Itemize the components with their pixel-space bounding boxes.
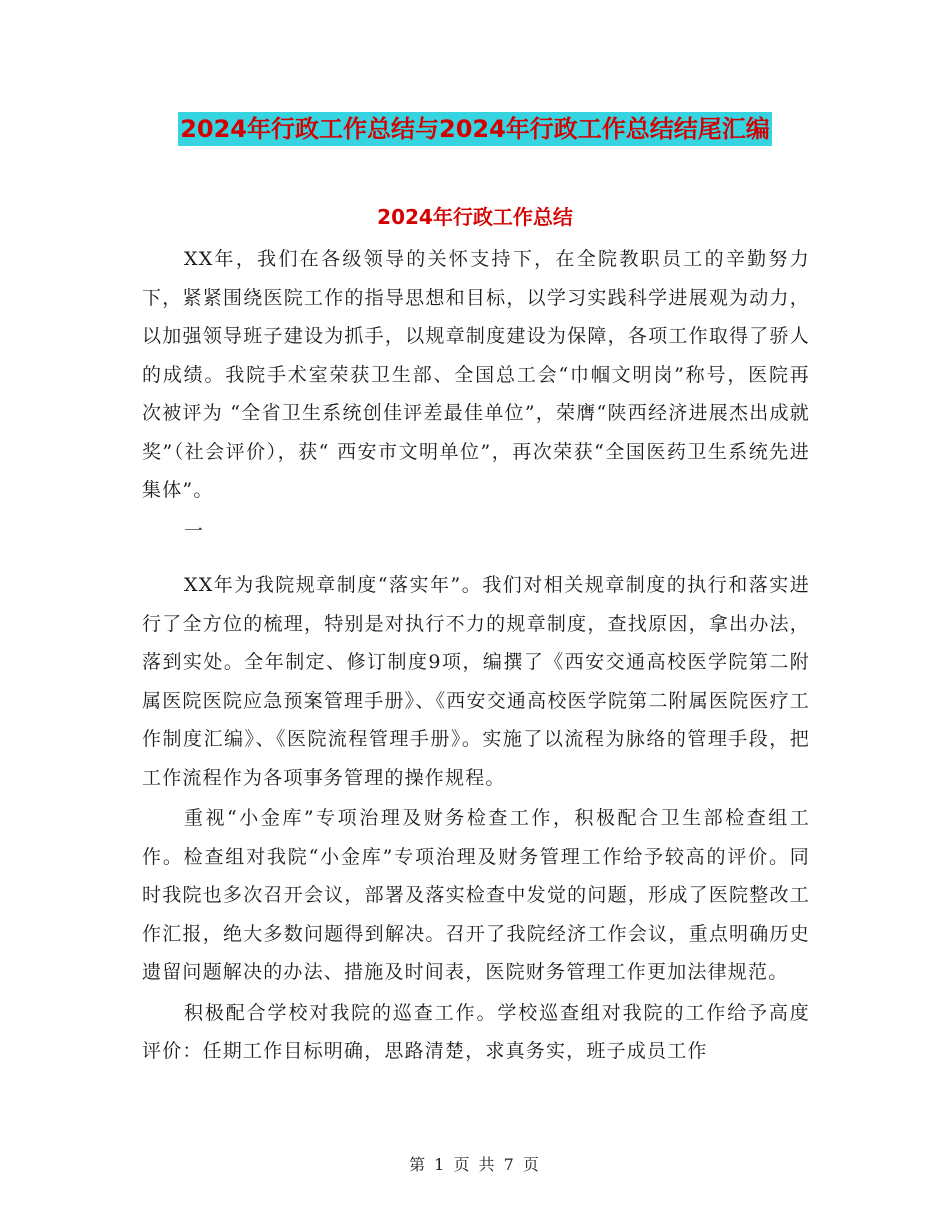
paragraph: 积极配合学校对我院的巡查工作。学校巡查组对我院的工作给予高度评价：任期工作目标明确，思路清楚，求真务实，班子成员工作 xyxy=(142,1001,810,1062)
document-body xyxy=(142,240,810,1071)
document-main-title: 2024年行政工作总结与2024年行政工作总结结尾汇编 xyxy=(178,112,772,146)
page-footer: 第 1 页 共 7 页 xyxy=(409,1155,541,1174)
section-title: 2024年行政工作总结 xyxy=(377,205,573,229)
paragraph: XX年为我院规章制度“落实年”。我们对相关规章制度的执行和落实进行了全方位的梳理，特别是对执行不力的规章制度，查找原因，拿出办法，落到实处。全年制定、修订制度9项，编撰了《西安交通高校医学院第二附属医院医院应急预案管理手册》、《西安交通高校医学院第二附属医院医疗工作制度汇编》、《医院流程管理手册》。实施了以流程为脉络的管理手段，把工作流程作为各项事务管理的操作规程。 xyxy=(142,574,810,789)
document-title-container xyxy=(0,112,950,146)
paragraph: 重视“小金库”专项治理及财务检查工作，积极配合卫生部检查组工作。检查组对我院“小金库”专项治理及财务管理工作给予较高的评价。同时我院也多次召开会议，部署及落实检查中发觉的问题，形成了医院整改工作汇报，绝大多数问题得到解决。召开了我院经济工作会议，重点明确历史遗留问题解决的办法、措施及时间表，医院财务管理工作更加法律规范。 xyxy=(142,807,810,983)
paragraph: XX年，我们在各级领导的关怀支持下，在全院教职员工的辛勤努力下，紧紧围绕医院工作的指导思想和目标，以学习实践科学进展观为动力，以加强领导班子建设为抓手，以规章制度建设为保障，各项工作取得了骄人的成绩。我院手术室荣获卫生部、全国总工会“巾帼文明岗”称号，医院再次被评为 “全省卫生系统创佳评差最佳单位”，荣膺“陕西经济进展杰出成就奖”（社会评价），获“ 西安市文明单位”，再次荣获“全国医药卫生系统先进集体”。 xyxy=(142,248,810,501)
paragraph-marker: 一 xyxy=(184,519,205,542)
